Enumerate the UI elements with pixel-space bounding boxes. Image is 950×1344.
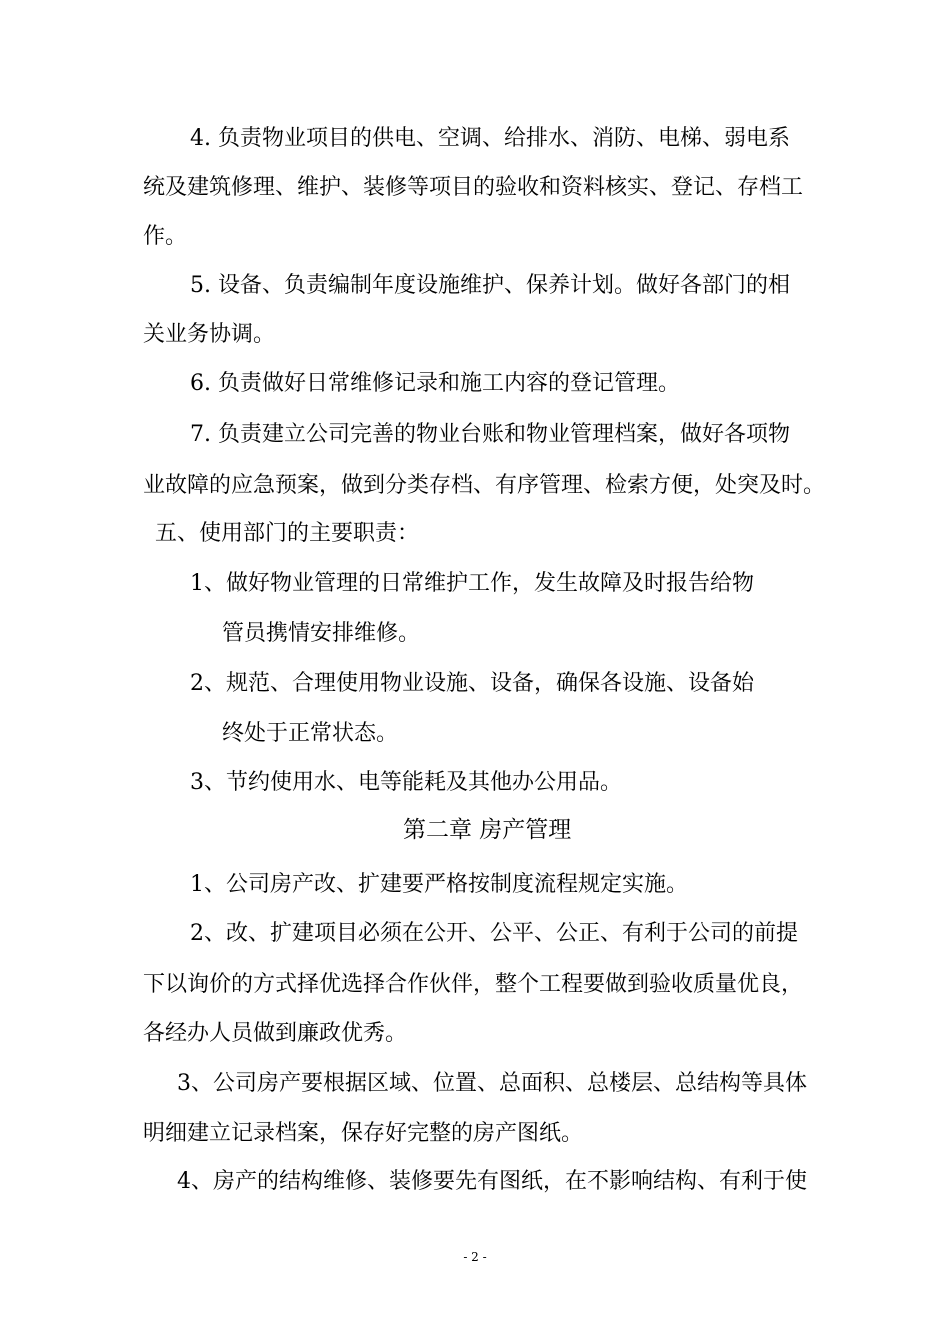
text-line: 下以询价的方式择优选择合作伙伴，整个工程要做到验收质量优良， [143, 972, 804, 997]
text-line: 明细建立记录档案，保存好完整的房产图纸。 [143, 1121, 584, 1146]
text-line: 4. 负责物业项目的供电、空调、给排水、消防、电梯、弱电系 [190, 126, 790, 151]
section-heading: 五、使用部门的主要职责： [155, 521, 420, 546]
chapter-heading: 第二章 房产管理 [403, 817, 572, 843]
text-line: 关业务协调。 [143, 322, 276, 347]
text-line: 1、公司房产改、扩建要严格按制度流程规定实施。 [190, 872, 688, 897]
text-line: 4、房产的结构维修、装修要先有图纸，在不影响结构、有利于使 [177, 1169, 807, 1194]
text-line: 2、改、扩建项目必须在公开、公平、公正、有利于公司的前提 [190, 921, 798, 946]
text-line: 各经办人员做到廉政优秀。 [143, 1021, 408, 1046]
text-line: 业故障的应急预案，做到分类存档、有序管理、检索方便，处突及时。 [143, 473, 826, 498]
text-line: 7. 负责建立公司完善的物业台账和物业管理档案，做好各项物 [190, 422, 790, 447]
list-item-continuation: 终处于正常状态。 [222, 721, 399, 746]
text-line: 5. 设备、负责编制年度设施维护、保养计划。做好各部门的相 [190, 273, 790, 298]
text-line: 作。 [143, 224, 188, 249]
text-line: 6. 负责做好日常维修记录和施工内容的登记管理。 [190, 371, 680, 396]
list-item: 2、规范、合理使用物业设施、设备，确保各设施、设备始 [190, 671, 754, 696]
list-item-continuation: 管员携情安排维修。 [222, 621, 421, 646]
text-line: 3、公司房产要根据区域、位置、总面积、总楼层、总结构等具体 [177, 1071, 807, 1096]
page-number: - 2 - [463, 1250, 487, 1264]
list-item: 1、做好物业管理的日常维护工作，发生故障及时报告给物 [190, 571, 754, 596]
list-item: 3、节约使用水、电等能耗及其他办公用品。 [190, 770, 622, 795]
text-line: 统及建筑修理、维护、装修等项目的验收和资料核实、登记、存档工 [143, 175, 804, 200]
